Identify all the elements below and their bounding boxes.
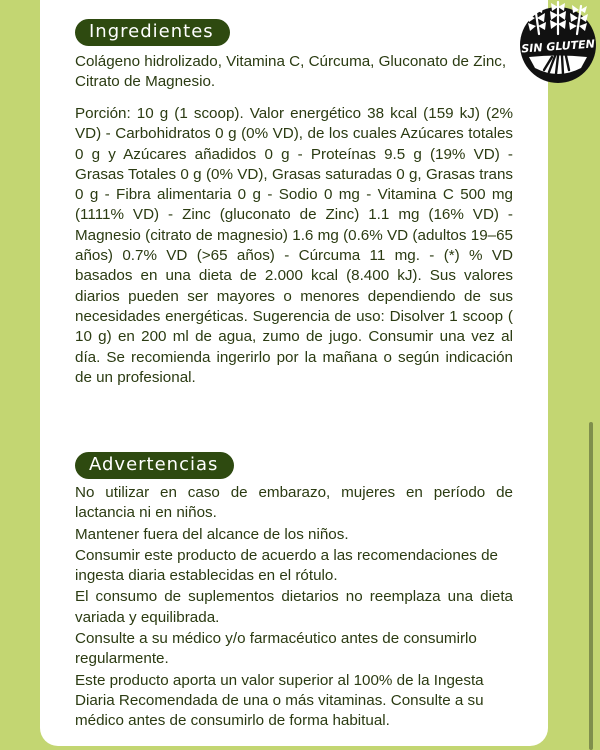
warning-item: Mantener fuera del alcance de los niños. [75, 525, 349, 543]
warning-item: El consumo de suplementos dietarios no reemplaza una dieta variada y equilibrada. [75, 588, 513, 626]
warning-item: No utilizar en caso de embarazo, mujeres en período de lactancia ni en niños. [75, 484, 513, 522]
ingredients-heading: Ingredientes [75, 19, 230, 46]
nutrition-info: Porción: 10 g (1 scoop). Valor energético 38 kcal (159 kJ) (2% VD) - Carbohidratos 0 g (0% VD), de los cuales Azúcares totales 0 g y Azúcares añadidos 0 g - Proteínas 9.5 g (19% VD) - Grasas Totales 0 g (0% VD), Grasas saturadas 0 g, Grasas trans 0 g - Fibra alimentaria 0 g - Sodio 0 mg - Vitamina C 500 mg (1111% VD) - Zinc (gluconato de Zinc) 1.1 mg (16% VD) - Magnesio (citrato de magnesio) 1.6 mg (0.6% VD (adultos 19–65 años) 0.7% VD (>65 años) - Cúrcuma 11 mg. - (*) % VD basados en una dieta de 2.000 kcal (8.400 kJ). Sus valores diarios pueden ser mayores o menores dependiendo de sus necesidades energéticas. Sugerencia de uso: Disolver 1 scoop ( 10 g) en 200 ml de agua, zumo de jugo. Consumir una vez al día. Se recomienda ingerirlo por la mañana o según indicación de un profesional. [75, 105, 513, 386]
warning-item: Consumir este producto de acuerdo a las recomendaciones de ingesta diaria establecidas en el rótulo. [75, 546, 498, 585]
warning-item: Consulte a su médico y/o farmacéutico antes de consumirlo regularmente. [75, 630, 477, 668]
scrollbar[interactable] [589, 422, 593, 750]
gluten-free-wheat-icon [515, 0, 600, 86]
ingredients-list: Colágeno hidrolizado, Vitamina C, Cúrcuma, Gluconato de Zinc, Citrato de Magnesio. [75, 53, 507, 91]
warning-item: Este producto aporta un valor superior al 100% de la Ingesta Diaria Recomendada de una o más vitaminas. Consulte a su médico antes de consumirlo de forma habitual. [75, 671, 484, 730]
warnings-list [75, 483, 513, 733]
warnings-heading: Advertencias [75, 452, 234, 479]
badge-label: SIN GLUTEN [520, 37, 596, 56]
gluten-free-badge [515, 0, 600, 86]
